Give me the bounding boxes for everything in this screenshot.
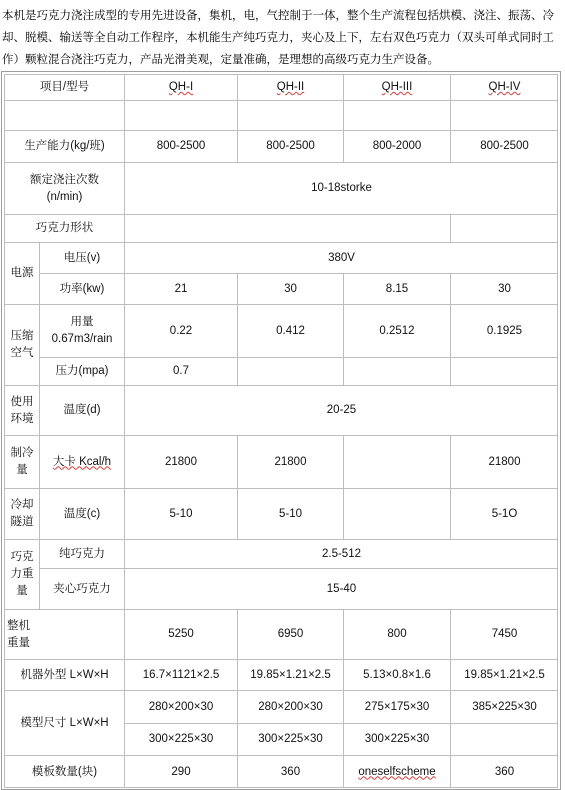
air-usage-value-1: 0.22: [124, 304, 237, 357]
tunnel-value-1: 5-10: [124, 488, 237, 539]
mold-count-value-4: 360: [450, 755, 558, 788]
tunnel-label: 温度(c): [39, 488, 124, 539]
empty-cell: [237, 357, 343, 385]
mold-count-label: 模板数量(块): [4, 755, 124, 788]
tunnel-group-label: 冷却 隧道: [4, 488, 39, 539]
mold-count-value-2: 360: [237, 755, 343, 788]
air-usage-label: 用量 0.67m3/rain: [39, 304, 124, 357]
capacity-value-4: 800-2500: [450, 130, 558, 162]
filled-chocolate-value: 15-40: [124, 568, 558, 609]
capacity-value-3: 800-2000: [343, 130, 450, 162]
machine-weight-value-3: 800: [343, 609, 450, 659]
header-model-2: QH-II: [237, 74, 343, 100]
dimensions-value-3: 5.13×0.8×1.6: [343, 659, 450, 690]
shape-value: [124, 214, 450, 242]
header-label: 项目/型号: [4, 74, 124, 100]
pour-times-label: 额定浇注次数 (n/min): [4, 162, 124, 214]
mold-count-value-3: oneselfscheme: [343, 755, 450, 788]
shape-label: 巧克力形状: [4, 214, 124, 242]
tunnel-value-3: [343, 488, 450, 539]
cooling-group-label: 制冷 量: [4, 435, 39, 488]
power-label: 功率(kw): [39, 273, 124, 304]
voltage-value: 380V: [124, 242, 558, 273]
pour-times-value: 10-18storke: [124, 162, 558, 214]
chocolate-weight-group-label: 巧克 力重 量: [4, 539, 39, 609]
cooling-value-3: [343, 435, 450, 488]
empty-cell: [450, 100, 558, 130]
mold-size-r2-value-1: 300×225×30: [124, 723, 237, 755]
filled-chocolate-label: 夹心巧克力: [39, 568, 124, 609]
power-value-3: 8.15: [343, 273, 450, 304]
mold-size-r1-value-1: 280×200×30: [124, 690, 237, 723]
intro-paragraph: 本机是巧克力浇注成型的专用先进设备，集机，电，气控制于一体，整个生产流程包括烘模、浇注、振荡、冷却、脱模、输送等全自动工作程序，本机能生产纯巧克力，夹心及上下，左右双色巧克力（双头可单式同时工作）颗粒混合浇注巧克力，产品光滑美观，定量准确，是理想的高级巧克力生产设备。: [2, 8, 554, 66]
power-value-4: 30: [450, 273, 558, 304]
air-usage-value-4: 0.1925: [450, 304, 558, 357]
mold-size-r1-value-2: 280×200×30: [237, 690, 343, 723]
tunnel-value-2: 5-10: [237, 488, 343, 539]
voltage-label: 电压(v): [39, 242, 124, 273]
empty-cell: [343, 100, 450, 130]
shape-value-4: [450, 214, 558, 242]
mold-size-r2-value-4: [450, 723, 558, 755]
air-pressure-value: 0.7: [124, 357, 237, 385]
capacity-label: 生产能力(kg/班): [4, 130, 124, 162]
power-value-2: 30: [237, 273, 343, 304]
cooling-value-2: 21800: [237, 435, 343, 488]
capacity-value-2: 800-2500: [237, 130, 343, 162]
air-pressure-label: 压力(mpa): [39, 357, 124, 385]
empty-cell: [4, 100, 124, 130]
cooling-value-1: 21800: [124, 435, 237, 488]
empty-cell: [343, 357, 450, 385]
power-value-1: 21: [124, 273, 237, 304]
spec-table: [4, 74, 558, 788]
empty-cell: [237, 100, 343, 130]
mold-size-r2-value-3: 300×225×30: [343, 723, 450, 755]
machine-weight-value-1: 5250: [124, 609, 237, 659]
env-temp-label: 温度(d): [39, 385, 124, 435]
air-usage-value-3: 0.2512: [343, 304, 450, 357]
dimensions-value-1: 16.7×1121×2.5: [124, 659, 237, 690]
empty-cell: [124, 100, 237, 130]
header-model-3: QH-III: [343, 74, 450, 100]
power-group-label: 电源: [4, 242, 39, 304]
mold-size-label: 模型尺寸 L×W×H: [4, 690, 124, 755]
mold-size-r2-value-2: 300×225×30: [237, 723, 343, 755]
mold-size-r1-value-4: 385×225×30: [450, 690, 558, 723]
pure-chocolate-value: 2.5-512: [124, 539, 558, 568]
air-usage-value-2: 0.412: [237, 304, 343, 357]
air-group-label: 压缩 空气: [4, 304, 39, 385]
machine-weight-value-4: 7450: [450, 609, 558, 659]
pure-chocolate-label: 纯巧克力: [39, 539, 124, 568]
mold-size-r1-value-3: 275×175×30: [343, 690, 450, 723]
cooling-label: 大卡 Kcal/h: [39, 435, 124, 488]
machine-weight-value-2: 6950: [237, 609, 343, 659]
dimensions-value-2: 19.85×1.21×2.5: [237, 659, 343, 690]
env-group-label: 使用 环境: [4, 385, 39, 435]
header-model-4: QH-IV: [450, 74, 558, 100]
cooling-value-4: 21800: [450, 435, 558, 488]
dimensions-label: 机器外型 L×W×H: [4, 659, 124, 690]
empty-cell: [450, 357, 558, 385]
dimensions-value-4: 19.85×1.21×2.5: [450, 659, 558, 690]
capacity-value-1: 800-2500: [124, 130, 237, 162]
mold-count-value-1: 290: [124, 755, 237, 788]
tunnel-value-4: 5-1O: [450, 488, 558, 539]
machine-weight-label: 整机 重量: [4, 609, 124, 659]
header-model-1: QH-I: [124, 74, 237, 100]
env-temp-value: 20-25: [124, 385, 558, 435]
